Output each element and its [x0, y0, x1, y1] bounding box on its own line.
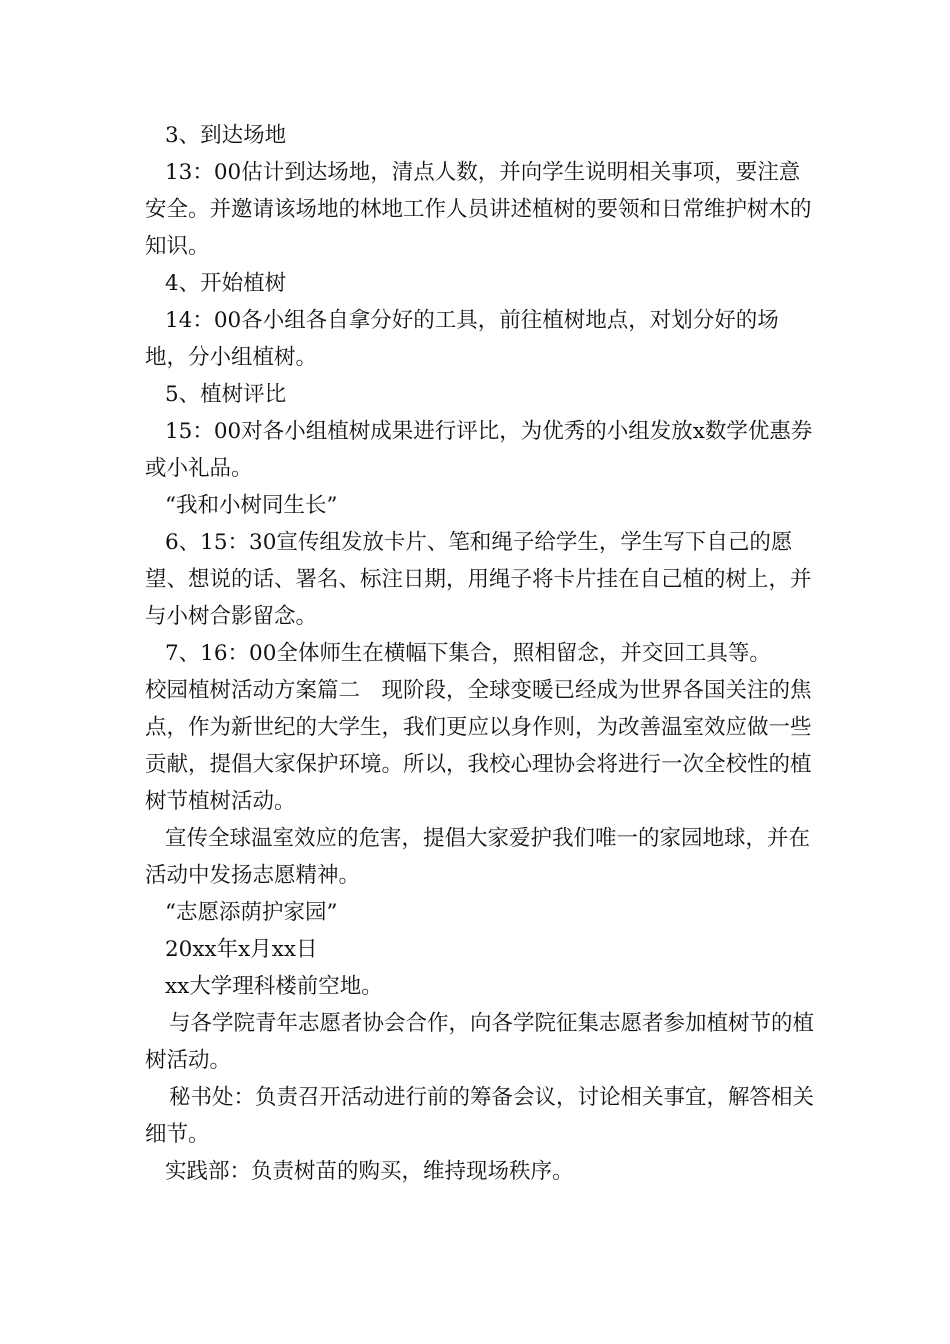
- paragraph-purpose: 宣传全球温室效应的危害，提倡大家爱护我们唯一的家园地球，并在活动中发扬志愿精神。: [145, 826, 811, 888]
- paragraph-practice-dept: 实践部：负责树苗的购买，维持现场秩序。: [165, 1159, 574, 1184]
- paragraph-cards-activity: 6、15：30宣传组发放卡片、笔和绳子给学生，学生写下自己的愿望、想说的话、署名、标注日期，用绳子将卡片挂在自己植的树上，并与小树合影留念。: [145, 530, 812, 629]
- quote-slogan-grow-together: “我和小树同生长”: [165, 493, 338, 518]
- paragraph-planting-details: 14：00各小组各自拿分好的工具，前往植树地点，对划分好的场地，分小组植树。: [145, 308, 779, 370]
- quote-slogan-volunteer: “志愿添荫护家园”: [165, 900, 338, 925]
- section-heading-evaluation: 5、植树评比: [165, 382, 287, 407]
- paragraph-secretariat: 秘书处：负责召开活动进行前的筹备会议，讨论相关事宜，解答相关细节。: [145, 1085, 815, 1147]
- section-heading-arrive: 3、到达场地: [165, 123, 287, 148]
- paragraph-location: xx大学理科楼前空地。: [165, 974, 383, 999]
- section-heading-start-planting: 4、开始植树: [165, 271, 287, 296]
- paragraph-date: 20xx年x月xx日: [165, 937, 318, 962]
- paragraph-participants: 与各学院青年志愿者协会合作，向各学院征集志愿者参加植树节的植树活动。: [145, 1011, 815, 1073]
- paragraph-gathering: 7、16：00全体师生在横幅下集合，照相留念，并交回工具等。: [165, 641, 771, 666]
- document-body: [145, 117, 815, 1190]
- paragraph-arrive-details: 13：00估计到达场地，清点人数，并向学生说明相关事项，要注意安全。并邀请该场地的林地工作人员讲述植树的要领和日常维护树木的知识。: [145, 160, 812, 259]
- paragraph-plan-two-intro: 校园植树活动方案篇二 现阶段，全球变暖已经成为世界各国关注的焦点，作为新世纪的大学生，我们更应以身作则，为改善温室效应做一些贡献，提倡大家保护环境。所以，我校心理协会将进行一次全校性的植树节植树活动。: [145, 678, 812, 814]
- paragraph-evaluation-details: 15：00对各小组植树成果进行评比，为优秀的小组发放x数学优惠券或小礼品。: [145, 419, 813, 481]
